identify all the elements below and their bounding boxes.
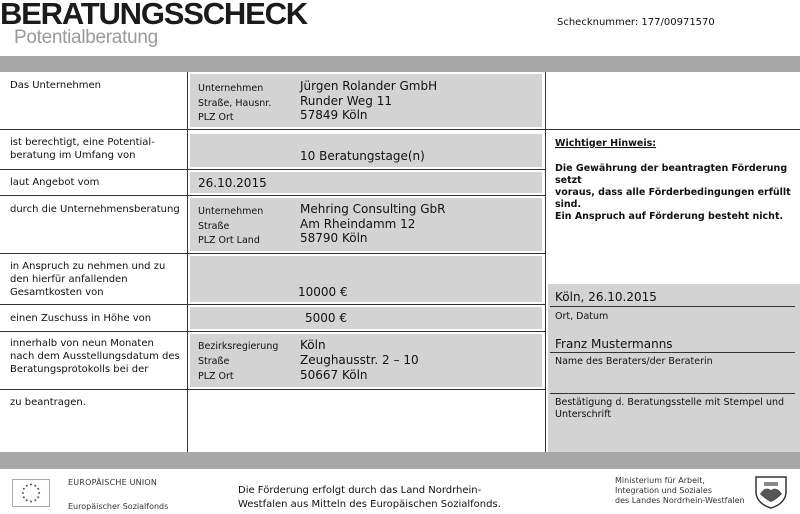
- zuschuss-label: einen Zuschuss in Höhe von: [10, 313, 152, 324]
- company-name: Jürgen Rolander GmbH: [300, 79, 438, 93]
- ort-datum-label: Ort, Datum: [555, 311, 609, 322]
- row-divider: [0, 195, 545, 196]
- bezirk-name: Köln: [300, 338, 326, 352]
- row-divider: [0, 169, 545, 170]
- berater-name-value: Franz Mustermanns: [555, 337, 673, 351]
- berechtigt-label: [10, 136, 155, 162]
- beratung-key-2: Straße: [198, 221, 230, 232]
- bezirk-key-2: Straße: [198, 356, 230, 367]
- nrw-crest-icon: [752, 474, 790, 514]
- hinweis-line: Ein Anspruch auf Förderung besteht nicht.: [555, 211, 784, 222]
- sig-line: [550, 352, 795, 353]
- hinweis-title: Wichtiger Hinweis:: [555, 138, 657, 149]
- label-line: Beratungsprotokolls bei der: [10, 364, 149, 375]
- ministry-line: Integration und Soziales: [615, 486, 712, 495]
- footer-text: [238, 484, 501, 512]
- row-divider: [0, 304, 545, 305]
- anspruch-label: [10, 260, 165, 299]
- bezirk-city: 50667 Köln: [300, 368, 368, 382]
- angebot-datum: 26.10.2015: [198, 176, 267, 190]
- label-line: ist berechtigt, eine Potential-: [10, 137, 155, 148]
- label-line: Gesamtkosten von: [10, 287, 104, 298]
- gesamtkosten-value: 10000 €: [298, 285, 348, 299]
- bestaetigung-line: Bestätigung d. Beratungsstelle mit Stempel und: [555, 397, 785, 408]
- bezirk-key-1: Bezirksregierung: [198, 341, 279, 352]
- signature-box: [548, 284, 800, 452]
- company-key-2: Straße, Hausnr.: [198, 98, 272, 109]
- label-line: in Anspruch zu nehmen und zu: [10, 261, 166, 272]
- company-key-3: PLZ Ort: [198, 112, 234, 123]
- beratung-name: Mehring Consulting GbR: [300, 202, 446, 216]
- durch-label: durch die Unternehmensberatung: [10, 204, 180, 215]
- hinweis-line: voraus, dass alle Förderbedingungen erfüllt sind.: [555, 187, 791, 210]
- row-divider: [0, 253, 545, 254]
- row-divider: [545, 129, 800, 130]
- berater-name-label: Name des Beraters/der Beraterin: [555, 356, 713, 367]
- row-divider: [0, 129, 545, 130]
- top-bar: [0, 56, 800, 72]
- angebot-label: laut Angebot vom: [10, 177, 100, 188]
- label-line: den hierfür anfallenden: [10, 274, 128, 285]
- company-street: Runder Weg 11: [300, 94, 393, 108]
- eu-title: EUROPÄISCHE UNION: [68, 478, 158, 487]
- sig-line: [550, 393, 795, 394]
- hinweis-text: [555, 163, 800, 223]
- beratung-key-1: Unternehmen: [198, 206, 264, 217]
- sig-line: [550, 306, 795, 307]
- logo-title: BERATUNGSSCHECK: [0, 0, 307, 31]
- company-key-1: Unternehmen: [198, 83, 264, 94]
- beantragen-label: zu beantragen.: [10, 397, 86, 408]
- bestaetigung-line: Unterschrift: [555, 409, 612, 420]
- eu-flag-icon: [12, 479, 50, 507]
- ministry-text: [615, 476, 745, 506]
- bezirk-key-3: PLZ Ort: [198, 371, 234, 382]
- label-line: innerhalb von neun Monaten: [10, 338, 154, 349]
- umfang-value: 10 Beratungstage(n): [300, 149, 425, 163]
- footer-line: Die Förderung erfolgt durch das Land Nordrhein-: [238, 485, 482, 496]
- logo-subtitle: Potentialberatung: [14, 27, 158, 48]
- unternehmen-label: Das Unternehmen: [10, 80, 101, 91]
- label-line: nach dem Ausstellungsdatum des: [10, 351, 180, 362]
- kosten-box: [190, 256, 542, 302]
- eu-subtitle: Europäischer Sozialfonds: [68, 502, 169, 511]
- footer-line: Westfalen aus Mitteln des Europäischen Sozialfonds.: [238, 499, 501, 510]
- schecknummer: Schecknummer: 177/00971570: [557, 17, 715, 28]
- beratung-city: 58790 Köln: [300, 231, 368, 245]
- bottom-bar: [0, 452, 800, 469]
- company-city: 57849 Köln: [300, 108, 368, 122]
- ministry-line: Ministerium für Arbeit,: [615, 476, 705, 485]
- row-divider: [0, 331, 545, 332]
- beratung-street: Am Rheindamm 12: [300, 217, 416, 231]
- beratung-key-3: PLZ Ort Land: [198, 235, 260, 246]
- bestaetigung-label: [555, 397, 784, 421]
- row-divider: [0, 389, 545, 390]
- bezirk-street: Zeughausstr. 2 – 10: [300, 353, 419, 367]
- ministry-line: des Landes Nordrhein-Westfalen: [615, 496, 745, 505]
- innerhalb-label: [10, 337, 180, 376]
- zuschuss-value: 5000 €: [305, 311, 347, 325]
- ort-datum-value: Köln, 26.10.2015: [555, 290, 657, 304]
- label-line: beratung im Umfang von: [10, 150, 136, 161]
- zuschuss-box: [190, 307, 542, 329]
- hinweis-line: Die Gewährung der beantragten Förderung setzt: [555, 163, 788, 186]
